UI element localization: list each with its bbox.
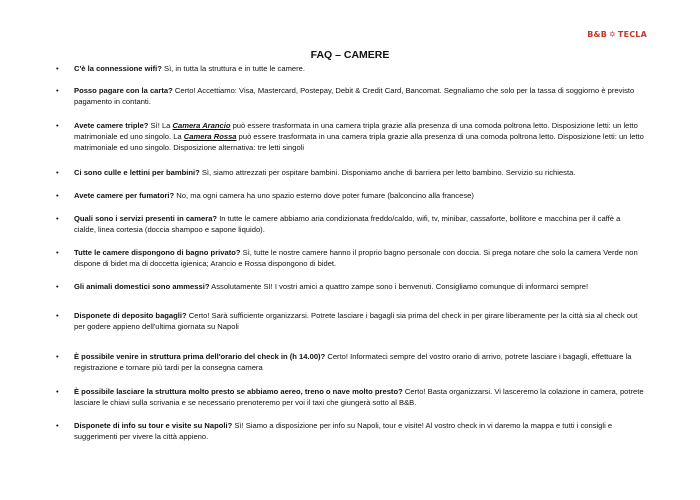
bullet-icon: • xyxy=(56,64,59,73)
faq-answer: Certo! Sarà sufficiente organizzarsi. Potrete lasciare i bagagli sia prima del check in per girare liberamente per la città sia al check out per godere appieno dell'ultima giornata su Napoli xyxy=(74,311,638,331)
faq-item xyxy=(56,190,644,201)
faq-answer: In tutte le camere abbiamo aria condizionata freddo/caldo, wifi, tv, minibar, cassaforte, bollitore e macchina per il caffè a cialde, linea cortesia (doccia shampoo e sapone liquido). xyxy=(74,214,621,234)
faq-item xyxy=(56,386,644,408)
faq-answer: Certo! Informateci sempre del vostro orario di arrivo, potrete lasciare i bagagli, effettuare la registrazione e tornare più tardi per la consegna camera xyxy=(74,352,632,372)
faq-item xyxy=(56,63,644,74)
faq-question: Quali sono i servizi presenti in camera? xyxy=(74,214,218,223)
faq-item xyxy=(56,85,644,107)
bullet-icon: • xyxy=(56,248,59,257)
faq-answer-part: può essere trasformata in una camera tripla grazie alla presenza di una comoda poltrona letto. Disposizione letti: un letto matrimoniale ed uno singolo. La xyxy=(74,121,638,141)
faq-item xyxy=(56,167,644,178)
logo-text-right: TECLA xyxy=(617,30,647,39)
page-title: FAQ – CAMERE xyxy=(310,49,390,61)
faq-question: Ci sono culle e lettini per bambini? xyxy=(74,168,200,177)
faq-question: Disponete di deposito bagagli? xyxy=(74,311,187,320)
faq-question: C'è la connessione wifi? xyxy=(74,64,162,73)
bullet-icon: • xyxy=(56,282,59,291)
faq-question: Avete camere triple? xyxy=(74,121,149,130)
faq-item xyxy=(56,281,654,292)
faq-answer: Certo! Accettiamo: Visa, Mastercard, Postepay, Debit & Credit Card, Bancomat. Segnaliamo che solo per la tassa di soggiorno è previsto pagamento in contanti. xyxy=(74,86,635,106)
bullet-icon: • xyxy=(56,387,59,396)
faq-answer: Sì, siamo attrezzati per ospitare bambini. Disponiamo anche di barriera per letto bambino. Servizio su richiesta. xyxy=(199,168,576,177)
faq-answer-part: Sì! La xyxy=(148,121,173,130)
faq-question: Gli animali domestici sono ammessi? xyxy=(74,282,210,291)
faq-answer: Assolutamente SI! I vostri amici a quattro zampe sono i benvenuti. Consigliamo comunque di informarci sempre! xyxy=(209,282,589,291)
faq-question: Posso pagare con la carta? xyxy=(74,86,173,95)
faq-answer: No, ma ogni camera ha uno spazio esterno dove poter fumare (balconcino alla francese) xyxy=(174,191,474,200)
faq-item xyxy=(56,120,644,153)
faq-question: È possibile venire in struttura prima dell'orario del check in (h 14.00)? xyxy=(74,352,326,361)
room-name-rossa: Camera Rossa xyxy=(183,132,237,141)
faq-item xyxy=(56,310,644,332)
brand-logo xyxy=(587,30,647,39)
faq-item xyxy=(56,420,644,442)
faq-question: Disponete di info su tour e visite su Napoli? xyxy=(74,421,233,430)
faq-answer-part: può essere trasformata in una camera tripla grazie alla presenza di una comoda poltrona letto. Disposizione letti: un letto matrimoniale ed uno singolo. Disposizione alternativa: tre letti singoli xyxy=(74,132,644,152)
faq-item xyxy=(56,213,644,235)
bullet-icon: • xyxy=(56,168,59,177)
bullet-icon: • xyxy=(56,311,59,320)
bullet-icon: • xyxy=(56,121,59,130)
faq-answer: Certo! Basta organizzarsi. Vi lasceremo la colazione in camera, potrete lasciare le chiavi sulla scrivania e se necessario prenoteremo per voi il taxi che giungerà sotto al B&B. xyxy=(74,387,644,407)
faq-question: È possibile lasciare la struttura molto presto se abbiamo aereo, treno o nave molto presto? xyxy=(74,387,403,396)
faq-answer: Sì! Siamo a disposizione per info su Napoli, tour e visite! Al vostro check in vi daremo la mappa e tutti i consigli e suggerimenti per vivere la città appieno. xyxy=(74,421,613,441)
bullet-icon: • xyxy=(56,421,59,430)
faq-question: Tutte le camere dispongono di bagno privato? xyxy=(74,248,241,257)
faq-answer: Sì, in tutta la struttura e in tutte le camere. xyxy=(161,64,305,73)
faq-item xyxy=(56,351,644,373)
bullet-icon: • xyxy=(56,191,59,200)
faq-answer: Sì, tutte le nostre camere hanno il proprio bagno personale con doccia. Si prega notare che solo la camera Verde non dispone di bidet ma di doccetta igienica; Arancio e Rossa dispongono di bidet. xyxy=(74,248,638,268)
room-name-arancio: Camera Arancio xyxy=(172,121,231,130)
faq-item xyxy=(56,247,644,269)
logo-text-left: B&B xyxy=(587,30,607,39)
bullet-icon: • xyxy=(56,86,59,95)
bullet-icon: • xyxy=(56,214,59,223)
star-icon: ✡ xyxy=(609,30,616,39)
faq-question: Avete camere per fumatori? xyxy=(74,191,175,200)
bullet-icon: • xyxy=(56,352,59,361)
